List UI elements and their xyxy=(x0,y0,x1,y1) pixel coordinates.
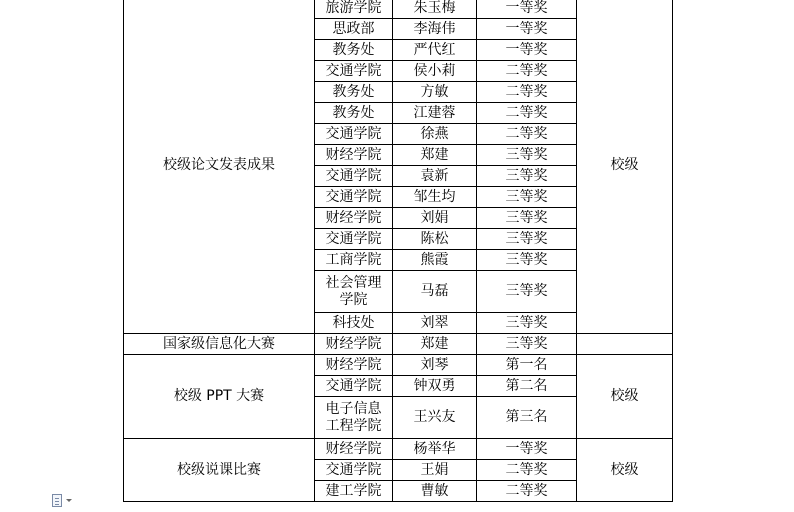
name-cell: 马磊 xyxy=(393,271,477,313)
award-cell: 三等奖 xyxy=(477,166,577,187)
name-cell: 朱玉梅 xyxy=(393,0,477,19)
level-cell: 校级 xyxy=(577,439,673,502)
department-cell: 工商学院 xyxy=(315,250,393,271)
document-icon xyxy=(52,494,62,507)
department-line: 学院 xyxy=(339,291,368,308)
award-cell: 一等奖 xyxy=(477,40,577,61)
award-cell: 三等奖 xyxy=(477,250,577,271)
name-cell: 陈松 xyxy=(393,229,477,250)
name-cell: 江建蓉 xyxy=(393,103,477,124)
name-cell: 邹生均 xyxy=(393,187,477,208)
category-cell: 校级论文发表成果 xyxy=(124,0,315,334)
department-cell: 交通学院 xyxy=(315,187,393,208)
department-cell: 交通学院 xyxy=(315,166,393,187)
award-cell: 二等奖 xyxy=(477,103,577,124)
name-cell: 王娟 xyxy=(393,460,477,481)
name-cell: 钟双勇 xyxy=(393,376,477,397)
award-cell: 第三名 xyxy=(477,397,577,439)
department-cell: 财经学院 xyxy=(315,145,393,166)
award-cell: 第二名 xyxy=(477,376,577,397)
name-cell: 李海伟 xyxy=(393,19,477,40)
award-cell: 第一名 xyxy=(477,355,577,376)
award-cell: 二等奖 xyxy=(477,61,577,82)
name-cell: 方敏 xyxy=(393,82,477,103)
department-cell: 交通学院 xyxy=(315,229,393,250)
table-row xyxy=(124,439,673,460)
department-cell: 财经学院 xyxy=(315,334,393,355)
department-cell: 交通学院 xyxy=(315,61,393,82)
name-cell: 王兴友 xyxy=(393,397,477,439)
award-cell: 一等奖 xyxy=(477,19,577,40)
department-cell: 财经学院 xyxy=(315,208,393,229)
award-cell: 一等奖 xyxy=(477,0,577,19)
department-cell: 教务处 xyxy=(315,103,393,124)
name-cell: 郑建 xyxy=(393,334,477,355)
category-cell: 国家级信息化大赛 xyxy=(124,334,315,355)
name-cell: 侯小莉 xyxy=(393,61,477,82)
award-cell: 三等奖 xyxy=(477,271,577,313)
name-cell: 袁新 xyxy=(393,166,477,187)
department-cell: 教务处 xyxy=(315,82,393,103)
name-cell: 刘琴 xyxy=(393,355,477,376)
level-cell: 校级 xyxy=(577,355,673,439)
award-cell: 三等奖 xyxy=(477,187,577,208)
award-cell: 二等奖 xyxy=(477,124,577,145)
level-cell xyxy=(577,334,673,355)
award-cell: 一等奖 xyxy=(477,439,577,460)
department-cell xyxy=(315,271,393,313)
award-cell: 三等奖 xyxy=(477,229,577,250)
name-cell: 刘娟 xyxy=(393,208,477,229)
name-cell: 熊霞 xyxy=(393,250,477,271)
chevron-down-icon xyxy=(66,499,72,502)
department-cell: 建工学院 xyxy=(315,481,393,502)
department-cell: 科技处 xyxy=(315,313,393,334)
department-line: 电子信息 xyxy=(325,400,382,417)
paste-options-icon[interactable] xyxy=(52,492,78,508)
category-cell: 校级说课比赛 xyxy=(124,439,315,502)
level-cell: 校级 xyxy=(577,0,673,334)
department-cell: 财经学院 xyxy=(315,439,393,460)
table-row xyxy=(124,334,673,355)
awards-table xyxy=(123,0,673,502)
department-cell: 财经学院 xyxy=(315,355,393,376)
department-cell: 思政部 xyxy=(315,19,393,40)
award-cell: 二等奖 xyxy=(477,460,577,481)
award-cell: 三等奖 xyxy=(477,208,577,229)
department-cell: 旅游学院 xyxy=(315,0,393,19)
department-cell: 交通学院 xyxy=(315,376,393,397)
category-cell: 校级 PPT 大赛 xyxy=(124,355,315,439)
department-line: 社会管理 xyxy=(325,274,382,291)
award-cell: 二等奖 xyxy=(477,82,577,103)
award-cell: 三等奖 xyxy=(477,334,577,355)
name-cell: 刘翠 xyxy=(393,313,477,334)
award-cell: 二等奖 xyxy=(477,481,577,502)
table-row xyxy=(124,0,673,19)
department-cell: 交通学院 xyxy=(315,460,393,481)
department-line: 工程学院 xyxy=(325,417,382,434)
department-cell: 教务处 xyxy=(315,40,393,61)
name-cell: 郑建 xyxy=(393,145,477,166)
award-cell: 三等奖 xyxy=(477,313,577,334)
name-cell: 严代红 xyxy=(393,40,477,61)
name-cell: 徐燕 xyxy=(393,124,477,145)
award-cell: 三等奖 xyxy=(477,145,577,166)
name-cell: 曹敏 xyxy=(393,481,477,502)
department-cell xyxy=(315,397,393,439)
table-row xyxy=(124,355,673,376)
name-cell: 杨举华 xyxy=(393,439,477,460)
department-cell: 交通学院 xyxy=(315,124,393,145)
